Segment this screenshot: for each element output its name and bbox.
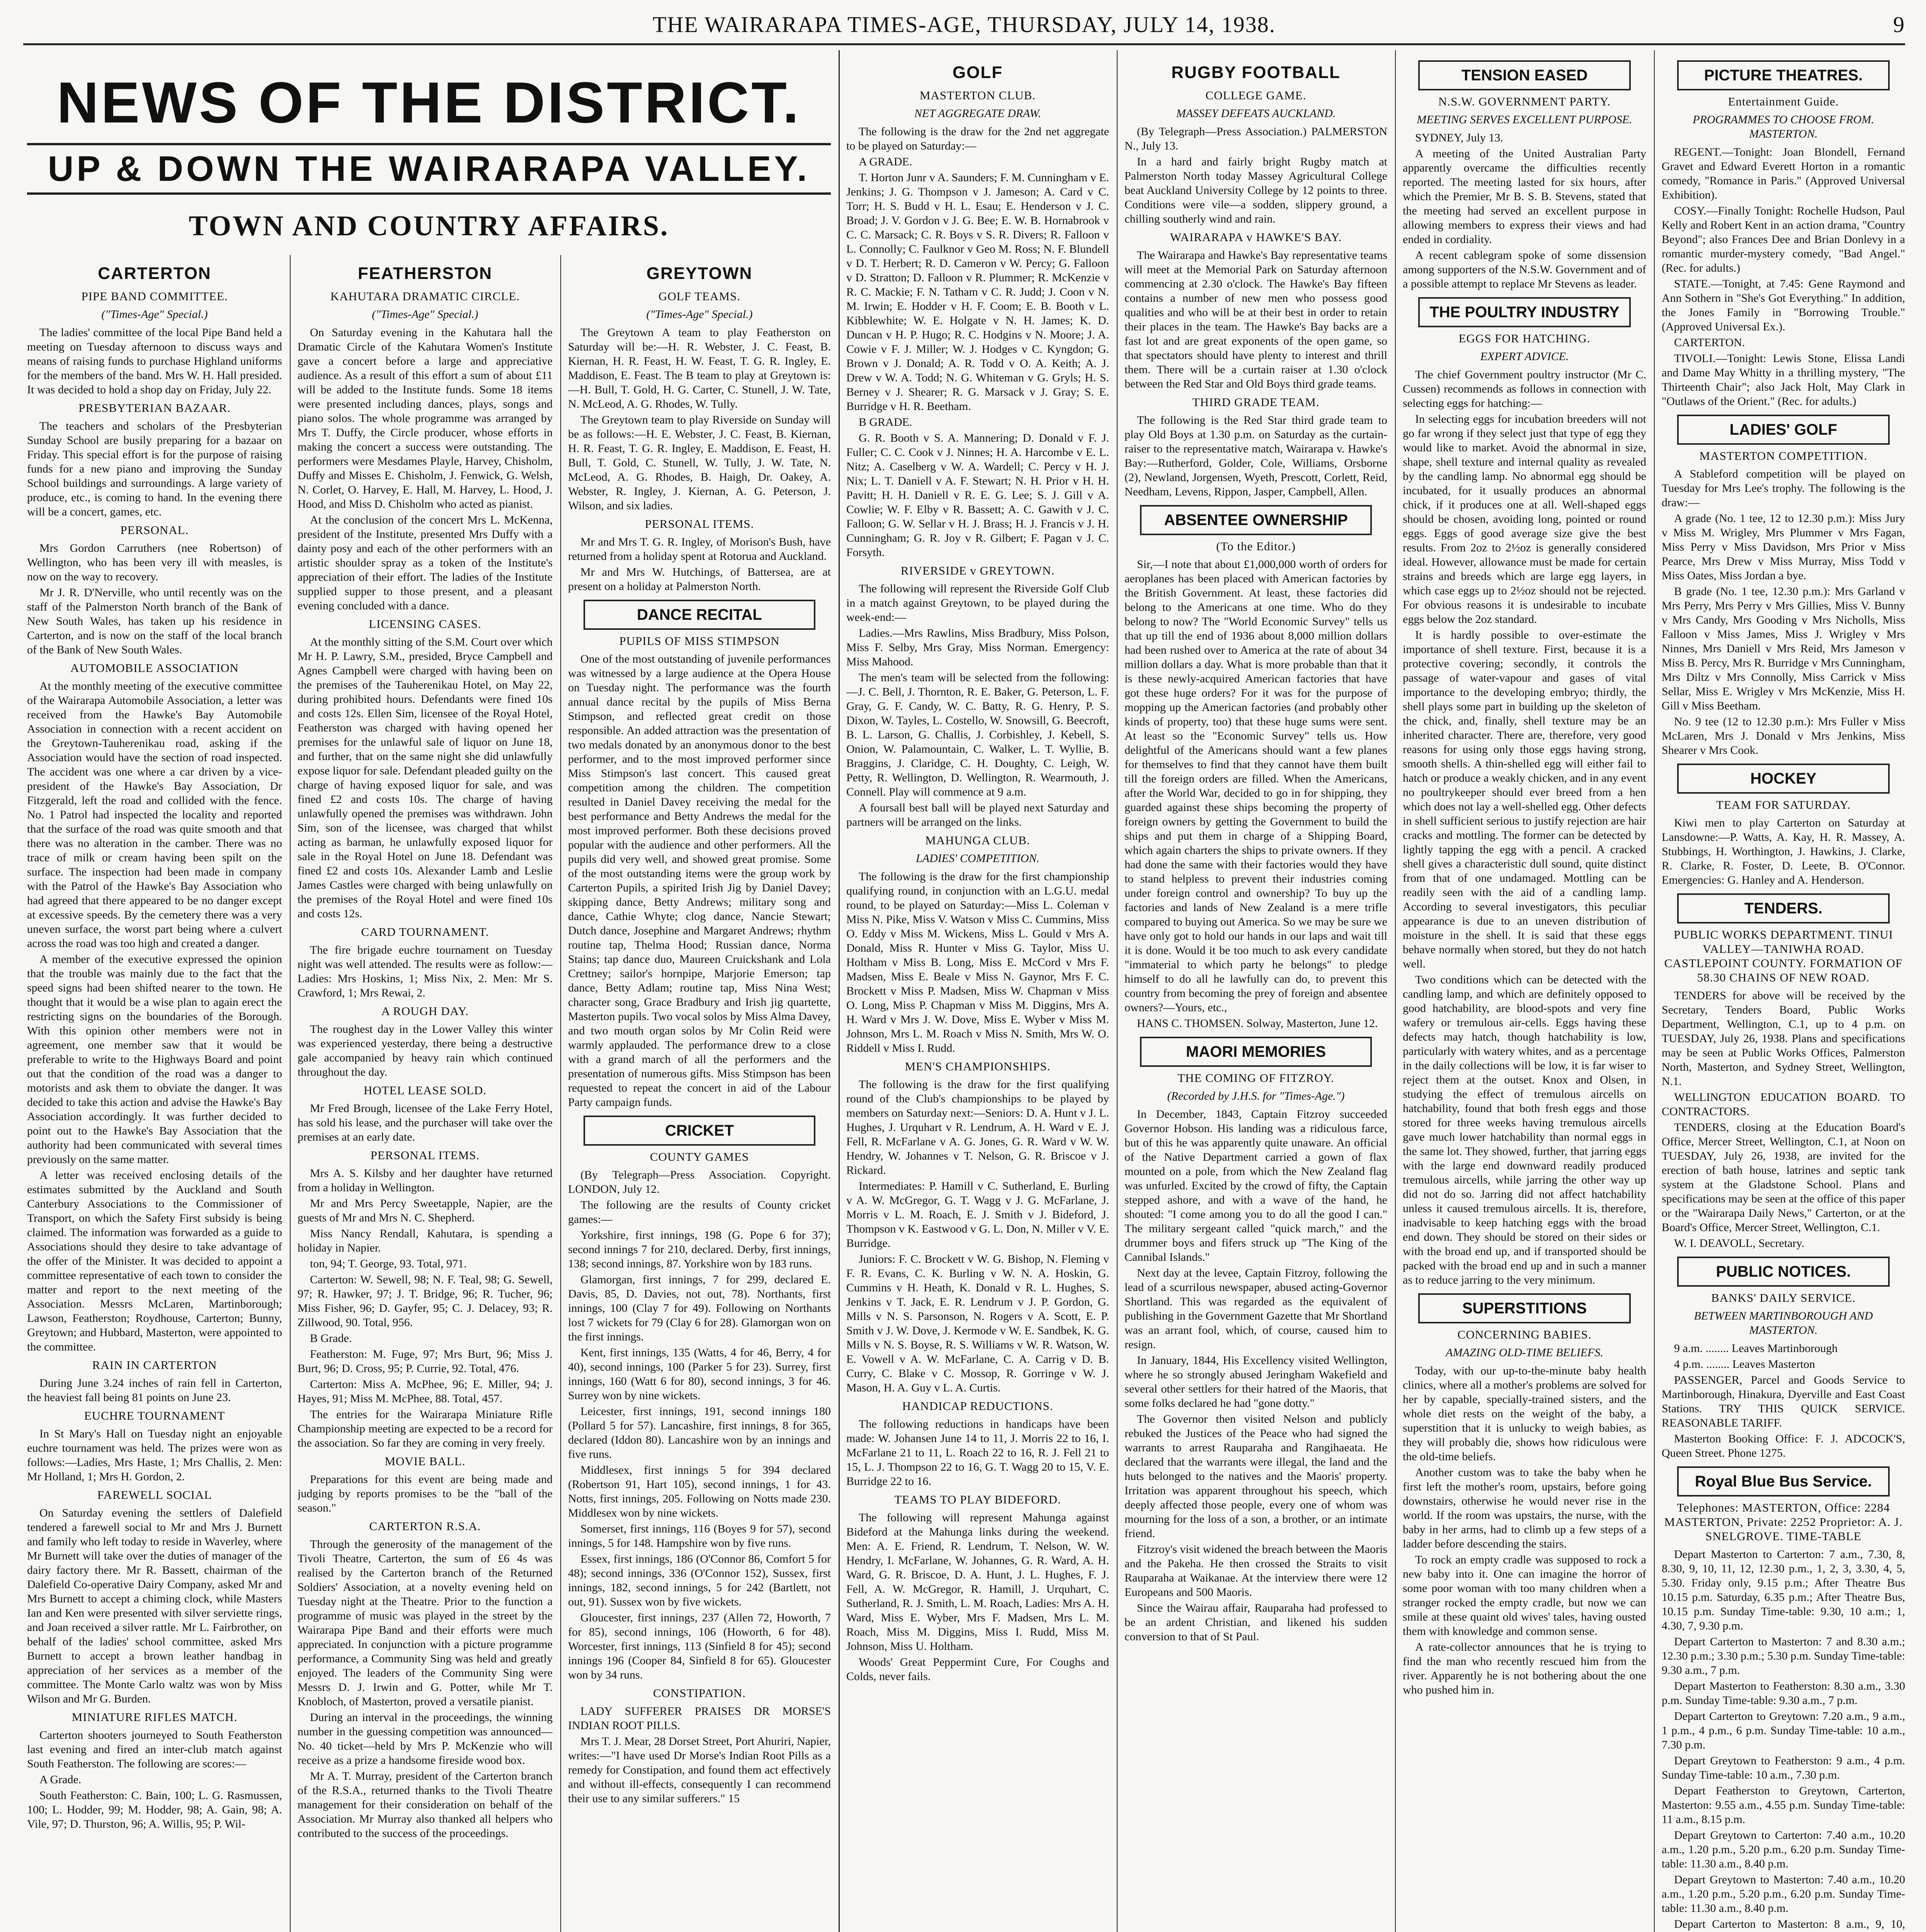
article (1662, 893, 1905, 1250)
article-paragraph: Mr A. T. Murray, president of the Carterton branch of the R.S.A., returned thanks to the Tivoli Theatre management for their consideration on behalf of the Association. Mr Murray also thanked all helpers who contributed to the success of the proceedings. (298, 1770, 553, 1840)
article-subheading: (To the Editor.) (1216, 539, 1296, 553)
article-paragraph: The roughest day in the Lower Valley this winter was experienced yesterday, there being a destructive gale accompanied by heavy rain which continued throughout the day. (298, 1023, 553, 1078)
article-subheading: COLLEGE GAME. (1205, 88, 1307, 102)
article-paragraph: Since the Wairau affair, Rauparaha had professed to be an ardent Christian, and likened his sudden conversion to that of St Paul. (1125, 1602, 1387, 1643)
article-paragraph: HANS C. THOMSEN. Solway, Masterton, June 12. (1137, 1017, 1378, 1030)
page-number: 9 (1893, 12, 1905, 37)
article-paragraph: Depart Carterton to Greytown: 7.20 a.m., 9 a.m., 1 p.m., 4 p.m., 6 p.m. Sunday Time-table: 10 a.m., 7.30 p.m. (1662, 1710, 1905, 1751)
article (298, 262, 553, 613)
article-paragraph: The Wairarapa and Hawke's Bay representative teams will meet at the Memorial Park on Saturday afternoon commencing at 2.30 o'clock. The Hawke's Bay fifteen contains a number of new men who possess good qualities and who will be at their best in order to retain their places in the team. The Hawke's Bay backs are a fast lot and are great exponents of the open game, so that spectators should have plenty to interest and thrill them. There will be a curtain raiser at 1.30 o'clock between the Red Star and Old Boys third grade teams. (1125, 249, 1387, 390)
running-head (23, 12, 1905, 39)
boxed-heading: TENDERS. (1677, 893, 1890, 923)
column-golf (846, 54, 1109, 1932)
article-heading: GREYTOWN (646, 264, 753, 283)
article-paragraph: The men's team will be selected from the following:—J. C. Bell, J. Thornton, R. E. Baker, G. Peterson, L. F. Gray, G. F. Candy, W. C. Batty, R. G. Henry, P. S. Dixon, W. Tayles, L. Costello, W. Snowsill, G. Beecroft, B. L. Larson, G. Challis, J. Corbishley, J. Kebell, S. Onion, W. Palamountain, C. Walker, L. T. Wyllie, B. Braggins, J. Claridge, C. H. Doughty, C. Leigh, W. Petty, R. Wellington, D. Wellington, R. Wearmouth, J. Connell. Play will commence at 9 a.m. (846, 671, 1109, 798)
masthead-title: NEWS OF THE DISTRICT. (57, 70, 801, 135)
article-subheading: WAIRARAPA v HAWKE'S BAY. (1170, 230, 1342, 244)
article-paragraph: Preparations for this event are being made and judging by reports promises to be the "ball of the season." (298, 1473, 553, 1514)
article-subheading: PERSONAL. (120, 523, 189, 537)
article-paragraph: Depart Greytown to Featherston: 9 a.m., 4 p.m. Sunday Time-table: 10 a.m., 7.30 p.m. (1662, 1754, 1905, 1781)
article-paragraph: The teachers and scholars of the Presbyterian Sunday School are busily preparing for a bazaar on Friday. This special effort is for the purpose of raising funds for a new piano and improving the Sunday School buildings and surroundings. A large variety of produce, etc., is coming to hand. In the evening there will be a concert, games, etc. (27, 420, 282, 518)
article-subheading: LICENSING CASES. (369, 617, 482, 631)
masthead (27, 66, 831, 193)
article (298, 1148, 553, 1255)
article-paragraph: Yorkshire, first innings, 198 (G. Pope 6 for 37); second innings 7 for 210, declared. Derby, first innings, 138; second innings, 87. Yorkshire won by 183 runs. (568, 1229, 831, 1270)
article-subheading: EUCHRE TOURNAMENT (84, 1409, 225, 1422)
article-subheading: MASTERTON COMPETITION. (1699, 449, 1868, 463)
article-subheading: MAHUNGA CLUB. (925, 833, 1030, 847)
article-byline: ("Times-Age" Special.) (646, 308, 753, 321)
article-paragraph: No. 9 tee (12 to 12.30 p.m.): Mrs Fuller v Miss McLaren, Mrs J. Donald v Mrs Jenkins, Miss Shearer v Mrs Cook. (1662, 715, 1905, 757)
article-paragraph: Essex, first innings, 186 (O'Connor 86, Comfort 5 for 48); second innings, 336 (O'Connor 152), Sussex, first innings, 182, second innings, 5 for 242 (Bartlett, not out, 91). Sussex won by five wickets. (568, 1553, 831, 1608)
article-paragraph: TENDERS, closing at the Education Board's Office, Mercer Street, Wellington, C.1, at Noon on TUESDAY, July 26, 1938, are invited for the erection of bath house, latrines and septic tank system at the Gladstone School. Plans and specifications may be seen at the office of this paper or the "Wairarapa Daily News," Carterton, or at the Board's Office, Mercer Street, Wellington, C.1. (1662, 1121, 1905, 1234)
article-heading: RUGBY FOOTBALL (1171, 63, 1341, 82)
article-paragraph: Featherston: M. Fuge, 97; Mrs Burt, 96; Miss J. Burt, 96; D. Cross, 95; P. Currie, 92. Total, 476. (298, 1348, 553, 1375)
article-paragraph: During an interval in the proceedings, the winning number in the guessing competition was announced—No. 40 ticket—held by Mrs P. McKenzie who will receive as a prize a handsome fireside wood box. (298, 1711, 553, 1767)
boxed-heading: LADIES' GOLF (1677, 415, 1890, 445)
article (568, 517, 831, 594)
article-paragraph: In December, 1843, Captain Fitzroy succeeded Governor Hobson. His landing was a ridiculous farce, but of this he was apparently quite unaware. An official of the Native Department carried a gown of flax mounted on a pole, from which the New Zealand flag was unfurled. Excited by the crowd of fifty, the Captain stepped ashore, and with a wave of the hand, he shouted: "I come among you to do all the good I can." The military sergeant called "quick march," and the drummer boys and fifers struck up "The King of the Cannibal Islands." (1125, 1108, 1387, 1264)
article-paragraph: Mr and Mrs Percy Sweetapple, Napier, are the guests of Mr and Mrs N. C. Shepherd. (298, 1197, 553, 1224)
article-byline: ("Times-Age" Special.) (101, 308, 208, 321)
article-paragraph: The following is the Red Star third grade team to play Old Boys at 1.30 p.m. on Saturday as the curtain-raiser to the representative match, Wairarapa v. Hawke's Bay:—Rutherford, Golder, Cole, Williams, Orsborne (2), Newland, Jorgensen, Wyeth, Prescott, Corlett, Reid, Needham, Levens, Rippon, Jasper, Campbell, Allen. (1125, 414, 1387, 498)
article-subheading: MEN'S CHAMPIONSHIPS. (905, 1060, 1051, 1073)
article-paragraph: Depart Carterton to Masterton: 8 a.m., 9, 10, (1674, 1918, 1905, 1930)
article (298, 925, 553, 1000)
article-byline: MEETING SERVES EXCELLENT PURPOSE. (1417, 113, 1632, 126)
article-subheading: Entertainment Guide. (1728, 95, 1839, 108)
article-paragraph: Middlesex, first innings 5 for 394 declared (Robertson 91, Hart 105), second innings, 1 for 43. Notts, first innings, 205. Following on Notts made 230. Middlesex won by nine wickets. (568, 1464, 831, 1519)
article (1662, 415, 1905, 757)
article-subheading: N.S.W. GOVERNMENT PARTY. (1438, 95, 1611, 108)
article (27, 1710, 282, 1831)
article-paragraph: Depart Greytown to Carterton: 7.40 a.m., 10.20 a.m., 1.20 p.m., 5.20 p.m., 6.20 p.m. Sunday Time-table: 11.30 a.m., 8.40 p.m. (1662, 1829, 1905, 1870)
article (27, 1358, 282, 1405)
article-paragraph: A Stableford competition will be played on Tuesday for Mrs Lee's trophy. The following is the draw:— (1662, 468, 1905, 509)
article-paragraph: The Greytown A team to play Featherston on Saturday will be:—H. R. Webster, J. C. Feast, B. Kiernan, H. R. Feast, H. W. Feast, T. G. R. Ingley, E. Maddison, E. Feast. The B team to play at Greytown is:—H. Bull, T. Gold, H. G. Carter, C. Stunell, J. W. Tate, N. McLeod, A. G. Rhodes, W. Tully. (568, 326, 831, 410)
article-paragraph: The following reductions in handicaps have been made: W. Johansen June 14 to 11, J. Morris 22 to 16, I. McFarlane 21 to 11, L. Roach 22 to 16, R. J. Fell 21 to 15, L. J. Thompson 22 to 16, G. T. Wagg 20 to 15, V. E. Burridge 22 to 16. (846, 1418, 1109, 1488)
article (1403, 297, 1646, 1287)
article-byline: BETWEEN MARTINBOROUGH AND MASTERTON. (1694, 1310, 1873, 1337)
article-subheading: THE COMING OF FITZROY. (1177, 1071, 1334, 1085)
article-paragraph: One of the most outstanding of juvenile performances was witnessed by a large audience at the Opera House on Tuesday night. The performance was the fourth annual dance recital by the pupils of Miss Berna Stimpson, and reflected great credit on those responsible. An added attraction was the presentation of two medals donated by an anonymous donor to the best performer, and to the most improved performer since Miss Stimpson's last concert. This caused great competition among the children. The competition resulted in Daniel Davey receiving the medal for the best performance and Betty Andrews the medal for the most improved performer. Both these decisions proved popular with the audience and other performers. All the pupils did very well, and showed great promise. Some of the most outstanding items were the group work by Carterton Pupils, a spirited Irish Jig by Daniel Davey; skipping dance, Betty Andrews; military song and dance, Cathie Whyte; clog dance, Nancie Stewart; Dutch dance, Josephine and Margaret Andrews; rhythm routine tap, Thelma Hood; Russian dance, Norma Stains; tap dance duo, Maureen Cruickshank and Lola Crettney; sailor's hornpipe, Marjorie Emerson; tap dance, Betty Adlam; routine tap, Miss Nina West; character song, Grace Bradbury and Irish jig quartette, Masterton pupils. Two vocal solos by Miss Alma Davey, and two mouth organ solos by Mr Colin Reid were warmly applauded. The performance drew to a close with a grand march of all the performers and the presentation of numerous gifts. Miss Stimpson has been requested to repeat the concert in aid of the Labour Party campaign funds. (568, 653, 831, 1109)
article-paragraph: TIVOLI.—Tonight: Lewis Stone, Elissa Landi and Dame May Whitty in a thrilling mystery, "The Thirteenth Chair"; also Jack Holt, May Clark in "Outlaws of the Orient." (Rec. for adults.) (1662, 352, 1905, 408)
article-paragraph: Depart Masterton to Featherston: 8.30 a.m., 3.30 p.m. Sunday Time-table: 9.30 a.m., 7 p.m. (1662, 1680, 1905, 1707)
article-byline: ("Times-Age" Special.) (372, 308, 478, 321)
article-paragraph: Next day at the levee, Captain Fitzroy, following the lead of a scurrilous newspaper, abused acting-Governor Shortland. This was regarded as the equivalent of publishing in the Government Gazette that Mr Shortland was an arrant fool, which, of course, caused him to resign. (1125, 1267, 1387, 1351)
article (1125, 395, 1387, 499)
article-paragraph: Woods' Great Peppermint Cure, For Coughs and Colds, never fails. (846, 1656, 1109, 1683)
article (298, 1083, 553, 1144)
column-rule (1395, 50, 1396, 1932)
article-paragraph: In January, 1844, His Excellency visited Wellington, where he so strongly abused Jeringham Wakefield and several other settlers for their hatred of the Maoris, that some folks declared he had "gone dotty." (1125, 1354, 1387, 1410)
masthead-subtitle: UP & DOWN THE WAIRARAPA VALLEY. (27, 143, 831, 195)
column-rule (290, 255, 291, 1932)
article (568, 262, 831, 513)
boxed-heading: Royal Blue Bus Service. (1677, 1466, 1890, 1497)
boxed-heading: CRICKET (584, 1116, 815, 1146)
article-paragraph: Mrs T. J. Mear, 28 Dorset Street, Port Ahuriri, Napier, writes:—"I have used Dr Morse's Indian Root Pills as a remedy for Constipation, and found them act effectively and without ill-effects, consequently I can recommend their use to any similar sufferers." 15 (568, 1735, 831, 1805)
article-subheading: MASTERTON CLUB. (919, 88, 1036, 102)
article (27, 1408, 282, 1484)
article-paragraph: Ladies.—Mrs Rawlins, Miss Bradbury, Miss Polson, Miss F. Selby, Mrs Gray, Miss Norman. Emergency: Miss Mahood. (846, 627, 1109, 668)
article-subheading: RIVERSIDE v GREYTOWN. (900, 564, 1055, 577)
article-paragraph: To rock an empty cradle was supposed to rock a new baby into it. One can imagine the horror of some poor woman with too many children when a stranger rocked the empty cradle, but now we can smile at these quaint old wives' tales, having ousted them with knowledge and common sense. (1403, 1553, 1646, 1638)
article-subheading: TEAMS TO PLAY BIDEFORD. (894, 1493, 1061, 1506)
article (846, 61, 1109, 560)
article (846, 1492, 1109, 1684)
article-subheading: BANKS' DAILY SERVICE. (1711, 1291, 1856, 1304)
article-paragraph: A member of the executive expressed the opinion that the trouble was mainly due to the fact that the speed signs had been shifted nearer to the town. He thought that it would be a wise plan to again erect the restricting signs on the boundaries of the Borough. With this opinion other members were not in agreement, one member saw that it would be preferable to write to the Highways Board and point out that the condition of the road was a danger to motorists and ask them to obviate the danger. It was decided to take this action and advise the Hawke's Bay Association accordingly. It was further decided to point out to the Hawke's Bay Association that the authority had been communicated with several times previously on the same matter. (27, 953, 282, 1166)
boxed-heading: SUPERSTITIONS (1418, 1293, 1631, 1323)
article-paragraph: South Featherston: C. Bain, 100; L. G. Rasmussen, 100; L. Hodder, 99; M. Hodder, 98; A. Gain, 98; A. Vile, 97; D. Thurston, 96; A. Willis, 95; P. Wil- (27, 1789, 282, 1830)
article (1125, 505, 1387, 1031)
column-rugby (1125, 54, 1387, 1932)
column-carterton (27, 255, 282, 1932)
article (27, 1488, 282, 1706)
article-subheading: MOVIE BALL. (385, 1454, 466, 1468)
article-subheading: RAIN IN CARTERTON (92, 1358, 217, 1372)
article-paragraph: A GRADE. (859, 155, 912, 168)
article-subheading: PRESBYTERIAN BAZAAR. (78, 401, 231, 415)
article-paragraph: PASSENGER, Parcel and Goods Service to Martinborough, Hinakura, Dyerville and East Coast Stations. TRY THIS QUICK SERVICE. REASONABLE TARIFF. (1662, 1374, 1905, 1429)
article-paragraph: G. R. Booth v S. A. Mannering; D. Donald v F. J. Fuller; C. C. Cook v J. Ninnes; H. A. Harcombe v E. L. Nitz; A. Caselberg v W. A. Wardell; C. Percy v H. J. Nix; L. T. Daniell v A. F. Stewart; N. H. Prior v H. H. Pavitt; H. H. Daniell v R. E. G. Lee; S. J. Gill v A. Cowlie; W. F. Elby v R. Bassett; A. C. Gawith v J. C. Falloon; G. W. Sellar v H. J. Brass; H. J. Francis v J. H. Cunningham; G. R. Joy v R. Gilbert; F. Pagan v J. C. Forsyth. (846, 432, 1109, 559)
article-paragraph: COSY.—Finally Tonight: Rochelle Hudson, Paul Kelly and Robert Kent in an action drama, "Country Beyond"; also Frances Dee and Brian Donlevy in a romantic murder-mystery comedy, "Bad Angel." (Rec. for adults.) (1662, 204, 1905, 274)
boxed-heading: MAORI MEMORIES (1140, 1037, 1372, 1067)
article-paragraph: Kiwi men to play Carterton on Saturday at Lansdowne:—P. Watts, A. Kay, H. R. Massey, A. Stubbings, H. Worthington, J. Hawkins, J. Clarke, R. Clarke, R. Foster, D. Leete, B. O'Connor. Emergencies: G. Hanley and A. Henderson. (1662, 816, 1905, 886)
article (1125, 61, 1387, 226)
article-paragraph: SYDNEY, July 13. (1415, 131, 1503, 144)
article-paragraph: In selecting eggs for incubation breeders will not go far wrong if they select just that type of egg they would like to market. Avoid the abnormal in size, shape, shell texture and internal quality as revealed by the candling lamp. No abnormal egg should be incubated, for it usually produces an abnormal chick, if it produces one at all. Well-shaped eggs should be chosen, avoiding long, pointed or round eggs. Eggs of good average size give the best results. From 2oz to 2½oz is generally considered ideal. However, allowance must be made for certain strains and breeds which are large egg layers, in which case eggs up to 2½oz should not be rejected. For obvious reasons it is undesirable to incubate eggs below the 2oz standard. (1403, 413, 1646, 626)
article-paragraph: Through the generosity of the management of the Tivoli Theatre, Carterton, the sum of £6 4s was realised by the Carterton branch of the Returned Soldiers' Association, at a novelty evening held on Tuesday night at the Theatre. Prior to the function a programme of music was played in the street by the Wairarapa Pipe Band and their efforts were much appreciated. In conjunction with a picture programme performance, a Community Sing was held and greatly enjoyed. The leaders of the Community Sing were Messrs D. J. Irwin and G. Potter, while Mr T. Knobloch, of Masterton, proved a versatile pianist. (298, 1538, 553, 1708)
article-subheading: HOTEL LEASE SOLD. (363, 1083, 487, 1097)
article-paragraph: In a hard and fairly bright Rugby match at Palmerston North today Massey Agricultural College beat Auckland University College by 12 points to three. Conditions were vile—a sodden, slippery ground, a chilling southerly wind and rain. (1125, 155, 1387, 225)
article-paragraph: Glamorgan, first innings, 7 for 299, declared E. Davis, 85, D. Davies, not out, 78). Northants, first innings, 100 (Clay 7 for 49). Following on Northants lost 7 wickets for 79 (Clay 6 for 28). Glamorgan won on the first innings. (568, 1273, 831, 1343)
article-paragraph: T. Horton Junr v A. Saunders; F. M. Cunningham v E. Jenkins; J. G. Thompson v J. Jameson; A. Card v C. Torr; H. S. Budd v H. L. Esau; E. Henderson v J. C. Broad; J. V. Gordon v J. G. Bee; E. W. B. Hornabrook v C. C. Marsack; C. R. Boys v S. R. Divers; R. Falloon v L. Connolly; C. Faulknor v Geo M. Ross; N. F. Blundell v D. T. Herbert; R. D. Cameron v W. Percy; G. Falloon v D. Stratton; D. Falloon v R. Plummer; R. McKenzie v R. C. Mackie; F. N. Tatham v C. R. Judd; J. Coon v N. M. Irwin; E. Hodder v H. F. Coom; E. B. Booth v L. Kibblewhite; W. E. Holgate v N. H. James; K. D. Duncan v H. P. Hugo; R. C. Hodgins v N. Moore; J. A. Cowie v F. J. Miller; W. J. Hodges v C. Kyngdon; G. Brown v J. Donald; A. R. Todd v O. A. Keith; A. J. Drew v W. A. Todd; N. G. Whiteman v G. Gryls; H. S. Berney v J. Shearer; R. G. Marsack v J. Gray; S. E. Burridge v H. R. Beetham. (846, 171, 1109, 413)
column-notices (1662, 54, 1905, 1932)
article-paragraph: The following are the results of County cricket games:— (568, 1199, 831, 1226)
article (27, 661, 282, 1354)
article (298, 1004, 553, 1079)
article (27, 401, 282, 519)
article (298, 1519, 553, 1840)
article-paragraph: A rate-collector announces that he is trying to find the man who recently rescued him from the river. Apparently he is not bothering about the one who pushed him in. (1403, 1641, 1646, 1696)
article-paragraph: Masterton Booking Office: F. J. ADCOCK'S, Queen Street. Phone 1275. (1662, 1432, 1905, 1459)
article (1662, 60, 1905, 408)
article-paragraph: A grade (No. 1 tee, 12 to 12.30 p.m.): Miss Jury v Miss M. Wrigley, Mrs Plummer v Mrs Fagan, Miss Perry v Miss Davidson, Mrs Prior v Miss Pearce, Mrs Drew v Miss Murray, Miss Todd v Miss Oates, Miss Jordan a bye. (1662, 512, 1905, 582)
article-paragraph: At the monthly meeting of the executive committee of the Wairarapa Automobile Association, a letter was received from the Hawke's Bay Automobile Association in connection with a recent accident on the Greytown-Tauherenikau road, asking if the Association would have the section of road inspected. The accident was one where a car driven by a vice-president of the Hawke's Bay Association, Dr Fitzgerald, left the road and collided with the fence. No. 1 Patrol had inspected the locality and reported that the surface of the road was quite smooth and that there was no alteration in the camber. There was no trace of milk or cream having been spilt on the surface. The inspection had been made in company with the Patrol of the Hawke's Bay Association who had agreed that there appeared to be no danger except at excessive speeds. By the cemetery there was a very uneven surface, the worst part being where a culvert across the road was too high and created a danger. (27, 680, 282, 950)
article-paragraph: At the conclusion of the concert Mrs L. McKenna, president of the Institute, presented Mrs Duffy with a dainty posy and each of the other performers with an artistic shoulder spray as a token of the Institute's appreciation of their effort. The ladies of the Institute supplied supper to those present, and a pleasant evening concluded with a dance. (298, 514, 553, 612)
article-paragraph: Miss Nancy Rendall, Kahutara, is spending a holiday in Napier. (298, 1227, 553, 1254)
article-subheading: CARTERTON R.S.A. (369, 1519, 481, 1533)
article-byline: (Recorded by J.H.S. for "Times-Age.") (1167, 1090, 1345, 1102)
article-paragraph: Intermediates: P. Hamill v C. Sutherland, E. Burling v A. W. McGregor, G. T. Wagg v J. G. McFarlane, J. Morris v L. M. Roach, E. J. Smith v J. Bideford, J. Thompson v K. Eastwood v G. L. Don, N. Miller v V. E. Burridge. (846, 1180, 1109, 1250)
column-rule (1117, 50, 1118, 1932)
boxed-heading: HOCKEY (1677, 764, 1890, 794)
article-paragraph: Juniors: F. C. Brockett v W. G. Bishop, N. Fleming v F. R. Evans, C. K. Burling v W. N. A. Hoskin, G. Cummins v H. Heath, K. Donald v R. L. Hughes, S. Jenkins v T. Jack, E. R. Lendrum v J. P. Gordon, G. Mills v N. S. Parsonson, N. Rogers v A. Scott, E. P. Smith v J. W. Dove, J. Kermode v W. E. Sandbek, K. G. Mills v N. S. Boyse, R. S. Williams v W. R. Watson, W. E. Vowell v A. W. McFarlane, C. A. Carrig v D. B. Curry, C. Blake v C. Mossop, R. Gorringe v W. J. Mason, H. A. Guy v L. A. Curtis. (846, 1253, 1109, 1394)
article-byline: PROGRAMMES TO CHOOSE FROM. MASTERTON. (1693, 113, 1874, 140)
article-paragraph: Kent, first innings, 135 (Watts, 4 for 46, Berry, 4 for 40), second innings, 100 (Parker 5 for 23). Surrey, first innings, 160 (Watt 6 for 80), second innings, 3 for 46. Surrey won by nine wickets. (568, 1346, 831, 1402)
article-subheading: KAHUTARA DRAMATIC CIRCLE. (330, 289, 520, 303)
article-paragraph: Leicester, first innings, 191, second innings 180 (Pollard 5 for 57). Lancashire, first innings, 8 for 365, declared (Iddon 80). Lancashire won by an innings and five runs. (568, 1405, 831, 1461)
article-paragraph: Mrs Gordon Carruthers (nee Robertson) of Wellington, who has been very ill with measles, is now on the way to recovery. (27, 542, 282, 583)
article-paragraph: (By Telegraph—Press Association. Copyright. LONDON, July 12. (568, 1168, 831, 1196)
article (1403, 60, 1646, 291)
article-paragraph: LADY SUFFERER PRAISES DR MORSE'S INDIAN ROOT PILLS. (568, 1705, 831, 1732)
article-subheading: Telephones: MASTERTON, Office: 2284 MASTERTON, Private: 2252 Proprietor: A. J. SNELGROVE. TIME-TABLE (1664, 1501, 1903, 1543)
article-paragraph: The ladies' committee of the local Pipe Band held a meeting on Tuesday afternoon to discuss ways and means of raising funds to purchase Highland uniforms for the members of the band. Mrs W. H. Hall presided. It was decided to hold a shop day on Friday, July 22. (27, 326, 282, 396)
article-paragraph: Depart Greytown to Masterton: 7.40 a.m., 10.20 a.m., 1.20 p.m., 5.20 p.m., 6.20 p.m. Sunday Time-table: 11.30 a.m., 8.40 p.m. (1662, 1873, 1905, 1915)
article-subheading: GOLF TEAMS. (658, 289, 740, 303)
article-paragraph: WELLINGTON EDUCATION BOARD. TO CONTRACTORS. (1662, 1091, 1905, 1118)
article (568, 600, 831, 1109)
article-byline: MASSEY DEFEATS AUCKLAND. (1176, 107, 1336, 120)
column-featherston (298, 255, 553, 1932)
article-heading: GOLF (952, 63, 1003, 82)
boxed-heading: PICTURE THEATRES. (1677, 60, 1890, 90)
article-paragraph: B Grade. (310, 1332, 352, 1345)
article-paragraph: Carterton: W. Sewell, 98; N. F. Teal, 98; G. Sewell, 97; R. Hawker, 97; J. T. Bridge, 96; R. Tucher, 96; Miss Fisher, 96; D. Gayfer, 95; C. J. Delacey, 93; R. Zillwood, 90. Total, 956. (298, 1273, 553, 1329)
article (27, 262, 282, 397)
article-subheading: PERSONAL ITEMS. (370, 1148, 480, 1162)
boxed-heading: THE POULTRY INDUSTRY (1418, 297, 1631, 327)
article-paragraph: B grade (No. 1 tee, 12.30 p.m.): Mrs Garland v Mrs Perry, Mrs Perry v Mrs Gillies, Miss V. Bunny v Mrs Candy, Mrs Gooding v Mrs Nicholls, Miss Falloon v Miss James, Miss J. Wrigley v Mrs Ninnes, Mrs Daniell v Mrs Reid, Mrs Jameson v Miss B. Percy, Mrs R. Burridge v Mrs Cunningham, Mrs Diltz v Mrs Connolly, Miss Carrick v Miss Sellar, Miss E. Wrigley v Mrs McKenzie, Miss H. Gill v Miss Beetham. (1662, 585, 1905, 712)
boxed-heading: TENSION EASED (1418, 60, 1631, 90)
article-paragraph: The Greytown team to play Riverside on Sunday will be as follows:—H. E. Webster, J. C. Feast, B. Kiernan, H. R. Feast, T. G. R. Ingley, E. Maddison, E. Feast, H. Bull, T. Gold, C. Stunell, W. Tully, J. W. Tate, N. McLeod, A. G. Rhodes, B. Haigh, Dr. Oakey, A. Webster, R. Ingley, J. Kiernan, A. G. Peterson, J. Wilson, and six ladies. (568, 413, 831, 512)
article-paragraph: Carterton: Miss A. McPhee, 96; E. Miller, 94; J. Hayes, 91; Miss M. McPhee, 88. Total, 457. (298, 1378, 553, 1405)
article-paragraph: Mr Fred Brough, licensee of the Lake Ferry Hotel, has sold his lease, and the purchaser will take over the premises at an early date. (298, 1102, 553, 1143)
article-subheading: AUTOMOBILE ASSOCIATION (70, 661, 239, 675)
article-paragraph: ton, 94; T. George, 93. Total, 971. (310, 1257, 467, 1270)
article-paragraph: Gloucester, first innings, 237 (Allen 72, Howorth, 7 for 85), second innings, 106 (Howorth, 6 for 48). Worcester, first innings, 113 (Sinfield 8 for 45); second innings 196 (Cooper 84, Sinfield 8 for 65). Gloucester won by 34 runs. (568, 1611, 831, 1681)
article-paragraph: Depart Featherston to Greytown, Carterton, Masterton: 9.55 a.m., 4.55 p.m. Sunday Time-table: 11 a.m., 8.15 p.m. (1662, 1784, 1905, 1826)
article-subheading: TEAM FOR SATURDAY. (1716, 798, 1851, 811)
article-byline: LADIES' COMPETITION. (916, 852, 1040, 865)
article-paragraph: A Grade. (39, 1773, 82, 1786)
article-paragraph: W. I. DEAVOLL, Secretary. (1674, 1237, 1805, 1250)
boxed-heading: PUBLIC NOTICES. (1677, 1257, 1890, 1287)
article-paragraph: At the monthly sitting of the S.M. Court over which Mr H. P. Lawry, S.M., presided, Bryce Campbell and Agnes Campbell were charged with having been on the premises of the Tauherenikau Hotel, on May 22, during prohibited hours. Defendants were fined 10s and costs 12s. Ellen Sim, licensee of the Royal Hotel, Featherston was charged with having opened her premises for the unlawful sale of liquor on June 18, and further, that on the same night she did unlawfully expose liquor for sale. Defendant pleaded guilty on the charge of having exposed liquor for sale, and was fined £2 and costs 10s. The charge of having unlawfully opened the premises was withdrawn. John Sim, son of the licensee, was charged that whilst acting as barman, he unlawfully exposed liquor for sale in the Royal Hotel on June 18. Defendant was fined £2 and costs 10s. Alexander Lamb and Leslie James Castles were charged with being unlawfully on the premises of the Royal Hotel and were fined 10s and costs 12s. (298, 636, 553, 920)
column-rule (839, 50, 840, 1932)
column-news (1403, 54, 1646, 1932)
article-paragraph: In St Mary's Hall on Tuesday night an enjoyable euchre tournament was held. The prizes were won as follows:—Ladies, Mrs Haste, 1; Mrs Challis, 2. Men: Mr Holland, 1; Mrs H. Gordon, 2. (27, 1427, 282, 1483)
article-paragraph: REGENT.—Tonight: Joan Blondell, Fernand Gravet and Edward Everett Horton in a romantic comedy, "Romance in Paris." (Approved Universal Exhibition). (1662, 146, 1905, 201)
article-byline: AMAZING OLD-TIME BELIEFS. (1446, 1346, 1603, 1359)
article-subheading: THIRD GRADE TEAM. (1192, 395, 1320, 409)
article-paragraph: During June 3.24 inches of rain fell in Carterton, the heaviest fall being 81 points on June 23. (27, 1377, 282, 1404)
article (846, 833, 1109, 1055)
article-paragraph: The following is the draw for the 2nd net aggregate to be played on Saturday:— (846, 125, 1109, 152)
article-subheading: MINIATURE RIFLES MATCH. (71, 1710, 238, 1724)
article-subheading: COUNTY GAMES (650, 1150, 749, 1163)
article-paragraph: Fitzroy's visit widened the breach between the Maoris and the Pakeha. He then crossed the Straits to visit Rauparaha at Waikanae. At the interview there were 12 Europeans and 500 Maoris. (1125, 1543, 1387, 1599)
article-paragraph: A foursall best ball will be played next Saturday and partners will be arranged on the links. (846, 801, 1109, 828)
article (27, 523, 282, 657)
running-title: THE WAIRARAPA TIMES-AGE, THURSDAY, JULY 14, 1938. (652, 12, 1276, 37)
article-subheading: A ROUGH DAY. (381, 1004, 469, 1018)
column-greytown (568, 255, 831, 1932)
article-byline: NET AGGREGATE DRAW. (914, 107, 1041, 120)
article-paragraph: Mr J. R. D'Nerville, who until recently was on the staff of the Palmerston North branch of the Bank of New South Wales, has taken up his residence in Carterton, and is now on the staff of the local branch of the Bank of New South Wales. (27, 586, 282, 656)
article-paragraph: CARTERTON. (1674, 336, 1745, 349)
article-paragraph: 9 a.m. ........ Leaves Martinborough (1674, 1342, 1838, 1355)
column-rule (560, 255, 561, 1932)
article-paragraph: Mrs A. S. Kilsby and her daughter have returned from a holiday in Wellington. (298, 1167, 553, 1194)
article-paragraph: On Saturday evening in the Kahutara hall the Dramatic Circle of the Kahutara Women's Institute gave a concert before a large and appreciative audience. As a result of this effort a sum of about £11 will be added to the Institute funds. Some 18 items were presented including dances, plays, songs and piano solos. The whole programme was arranged by Mrs T. Duffy, the Circle producer, whose efforts in making the concert a success were outstanding. The performers were Mesdames Playle, Harvey, Chisholm, Duffy and Misses E. Chisholm, J. Fenwick, G. Welsh, N. Corlet, O. Harvey, E. Hall, M. Harvey, L. Hood, J. Hood, and Miss D. Chisholm who acted as pianist. (298, 326, 553, 510)
section-banner: TOWN AND COUNTRY AFFAIRS. (189, 210, 669, 242)
article (1662, 1466, 1905, 1932)
article-subheading: PERSONAL ITEMS. (645, 517, 754, 531)
article (298, 617, 553, 921)
article-heading: CARTERTON (98, 264, 211, 283)
article-paragraph: Somerset, first innings, 116 (Boyes 9 for 57), second innings, 5 for 148. Hampshire won by five runs. (568, 1522, 831, 1549)
article-paragraph: Mr and Mrs T. G. R. Ingley, of Morison's Bush, have returned from a holiday spent at Rotorua and Auckland. (568, 536, 831, 563)
article-byline: EXPERT ADVICE. (1480, 350, 1569, 363)
boxed-heading: ABSENTEE OWNERSHIP (1140, 505, 1372, 535)
article-paragraph: The following is the draw for the first qualifying round of the Club's championships to be played by members on Saturday next:—Seniors: D. A. Hunt v J. L. Hughes, J. Urquhart v R. Lendrum, A. H. Ward v E. J. Fell, R. McFarlane v A. G. Jones, G. R. Ward v W. W. Hendry, W. Johannes v T. Nelson, G. R. Briscoe v J. Rickard. (846, 1078, 1109, 1177)
article-subheading: EGGS FOR HATCHING. (1458, 332, 1591, 345)
article (846, 1399, 1109, 1488)
article (846, 563, 1109, 829)
article-subheading: CARD TOURNAMENT. (361, 925, 489, 939)
article-paragraph: Carterton shooters journeyed to South Featherston last evening and fired an inter-club match against South Featherston. The following are scores:— (27, 1729, 282, 1770)
article (846, 1059, 1109, 1395)
article-paragraph: Another custom was to take the baby when he first left the mother's room, upstairs, before going downstairs, otherwise he would never rise in the world. If the room was upstairs, the nurse, with the baby in her arms, had to climb up a few steps of a ladder before descending the stairs. (1403, 1466, 1646, 1550)
article-subheading: CONSTIPATION. (653, 1686, 746, 1700)
article (298, 1454, 553, 1515)
article-subheading: PUPILS OF MISS STIMPSON (619, 634, 780, 648)
article-paragraph: The following will represent the Riverside Golf Club in a match against Greytown, to be played during the week-end:— (846, 582, 1109, 624)
article-paragraph: The chief Government poultry instructor (Mr C. Cussen) recommends as follows in connection with selecting eggs for hatching:— (1403, 368, 1646, 410)
head-rule (23, 43, 1905, 45)
article-paragraph: STATE.—Tonight, at 7.45: Gene Raymond and Ann Sothern in "She's Got Everything." In addition, the Jones Family in "Borrowing Trouble." (Approved Universal Ex.). (1662, 277, 1905, 333)
article (1125, 1037, 1387, 1644)
article-paragraph: Depart Masterton to Carterton: 7 a.m., 7.30, 8, 8.30, 9, 10, 11, 12, 12.30 p.m., 1, 2, 3, 3.30, 4, 5, 5.30. Friday only, 9.15 p.m.; After Theatre Bus 10.15 p.m. Saturday, 6.35 p.m.; After Theatre Bus, 10.15 p.m. Sunday Time-table: 9.30, 10 a.m.; 1, 4.30, 7, 9.30 p.m. (1662, 1548, 1905, 1632)
article-paragraph: B GRADE. (859, 416, 912, 429)
article-paragraph: A recent cablegram spoke of some dissension among supporters of the N.S.W. Government and of a possible attempt to replace Mr Stevens as leader. (1403, 249, 1646, 290)
article-paragraph: Mr and Mrs W. Hutchings, of Battersea, are at present on a holiday at Palmerston North. (568, 566, 831, 593)
article-paragraph: The following is the draw for the first championship qualifying round, in conjunction with an L.G.U. medal round, to be played on Saturday:—Miss L. Coleman v Miss N. Pike, Miss V. Watson v Miss C. Cummins, Miss O. Eddy v Miss M. Wickens, Miss L. Gould v Mrs A. Donald, Miss R. Hunter v Miss G. Taylor, Miss U. Holtham v Miss B. Long, Miss E. McCord v Mrs F. Madsen, Miss E. Beale v Miss N. Gaynor, Mrs F. C. Brockett v Miss P. Madsen, Miss W. Chapman v Miss O. Long, Miss P. Chapman v Miss M. Diggins, Mrs A. H. Ward v Mrs J. W. Dove, Miss E. Wyber v Miss M. Johnson, Mrs L. M. Roach v Miss N. Smith, Mrs W. O. Riddell v Miss I. Rudd. (846, 870, 1109, 1054)
article (1662, 1257, 1905, 1460)
article-paragraph: Depart Carterton to Masterton: 7 and 8.30 a.m.; 12.30 p.m.; 3.30 p.m.; 5.30 p.m. Sunday Time-table: 9.30 a.m., 7 p.m. (1662, 1635, 1905, 1677)
article-paragraph: The entries for the Wairarapa Miniature Rifle Championship meeting are expected to be a record for the association. So far they are coming in very freely. (298, 1408, 553, 1449)
article-paragraph: TENDERS for above will be received by the Secretary, Tenders Board, Public Works Department, Wellington, C.1, up to 4 p.m. on TUESDAY, July 26, 1938. Plans and specifications may be seen at Public Works Offices, Palmerston North, Masterton, and Sydney Street, Wellington, N.1. (1662, 989, 1905, 1088)
article-paragraph: Today, with our up-to-the-minute baby health clinics, where all a mother's problems are solved for her by capable, specially-trained sisters, and the whole diet rests on the weight of the baby, a superstition that it is unlucky to weigh babies, as they will probably die, shows how ridiculous were the old-time beliefs. (1403, 1364, 1646, 1463)
article (568, 1686, 831, 1806)
article-paragraph: The Governor then visited Nelson and publicly rebuked the Justices of the Peace who had signed the warrants to arrest Rauparaha and Rangihaeata. He declared that the warrants were illegal, the land and the huts belonged to the natives and the Maoris' property. Irritation was apparent throughout his speech, which deeply affected those people, every one of whom was mourning for the loss of a son, a brother, or an intimate friend. (1125, 1413, 1387, 1540)
article (1403, 1293, 1646, 1697)
article-subheading: CONCERNING BABIES. (1457, 1328, 1592, 1341)
article (298, 1257, 553, 1450)
article-paragraph: (By Telegraph—Press Association.) PALMERSTON N., July 13. (1125, 125, 1387, 152)
boxed-heading: DANCE RECITAL (584, 600, 815, 630)
article (568, 1116, 831, 1682)
article-paragraph: A meeting of the United Australian Party apparently overcame the difficulties recently reported. The meeting lasted for six hours, after which the Premier, Mr B. S. B. Stevens, stated that the meeting had served an excellent purpose in allowing members to express their views and had ended in cordiality. (1403, 147, 1646, 246)
article (1125, 230, 1387, 391)
article-paragraph: The following will represent Mahunga against Bideford at the Mahunga links during the weekend. Men: A. E. Friend, R. Lendrum, T. Nelson, W. W. Hendry, I. McFarlane, W. Johannes, G. R. Ward, A. H. Ward, G. R. Briscoe, D. A. Hunt, J. L. Hughes, F. J. Fell, A. W. McGregor, R. Hamill, J. Urquhart, C. Sutherland, R. J. Smith, L. M. Roach, Ladies: Mrs A. H. Ward, Miss E. Wyber, Mrs F. Madsen, Mrs L. M. Roach, Miss M. Diggins, Miss I. Rudd, Miss M. Johnson, Miss U. Holtham. (846, 1511, 1109, 1653)
article-subheading: PUBLIC WORKS DEPARTMENT. TINUI VALLEY—TANIWHA ROAD. CASTLEPOINT COUNTY. FORMATION OF 58.30 CHAINS OF NEW ROAD. (1664, 928, 1903, 984)
article-paragraph: Sir,—I note that about £1,000,000 worth of orders for aeroplanes has been placed with American factories by the British Government. At least, these factories did belong to the Americans at one time. Who do they belong to now? The "World Economic Survey" tells us that up till the end of 1936 about 8,000 million dollars had been rushed over to America at the rate of about 34 million dollars a day. What is more probable than that it is these newly-acquired American factories that have got these huge orders? For it was for the purpose of mopping up the American factories (and probably other kinds of property, too) that these huge sums were sent. At least so the "Economic Survey" tells us. How delightful of the Americans should want a few planes for themselves to find that they cannot have them built till the foreign orders are filled. When the Americans, after the World War, decided to go in for shipping, they guarded against these ships becoming the property of foreign owners by getting the Government to build the ships and put them in charge of a Shipping Board, which again charters the ships to private owners. If they had done the same with their factories would they have to stand helpless to prevent their industries coming under foreign control and ownership? To buy up the factories and lands of New Zealand is a mere trifle compared to buying out America. So we may be sure we have only got to hold our hands in our laps and wait till it is done. Would it be too much to ask every candidate "immaterial to which party he belongs" to pledge himself to do all he lawfully can do, to prevent this country from becoming the prey of foreign and absentee owners?—Yours, etc., (1125, 558, 1387, 1014)
article (1662, 764, 1905, 887)
article-paragraph: Two conditions which can be detected with the candling lamp, and which are definitely opposed to good hatchability, are blood-spots and very fine wafery or tremulous air-cells. Eggs having these defects may hatch, though hatchability is low, particularly with watery whites, and as a percentage in the daily collections will be low, it is far wiser to reject them at the outset. Knox and Olsen, in studying the effect of tremulous aircells on hatchability, found that both fresh eggs and those stored for three weeks having tremulous aircells gave much lower hatchability than normal eggs in the same lot. They showed, further, that jarring eggs with the large end downward readily produced tremulous aircells, while jarring the other way up did not do so. Jarring did not affect hatchability unless it caused tremulous aircells. It is, therefore, inadvisable to keep hatching eggs with the broad end down. They should be stored on their sides or with the broad end up, and if transported should be packed with the broad end up and in such a manner as to reduce jarring to the very minimum. (1403, 973, 1646, 1286)
article-subheading: PIPE BAND COMMITTEE. (81, 289, 228, 303)
article-subheading: FAREWELL SOCIAL (97, 1488, 212, 1502)
article-paragraph: The fire brigade euchre tournament on Tuesday night was well attended. The results were as follow:—Ladies: Mrs Hoskins, 1; Miss Nix, 2. Men: Mr S. Crawford, 1; Mrs Rewai, 2. (298, 944, 553, 999)
article-subheading: HANDICAP REDUCTIONS. (902, 1399, 1053, 1413)
article-paragraph: 4 p.m. ........ Leaves Masterton (1674, 1358, 1815, 1371)
article-paragraph: On Saturday evening the settlers of Dalefield tendered a farewell social to Mr and Mrs J. Burnett and family who left today to reside in Waverley, where Mr Burnett will take over the duties of manager of the dairy factory there. Mr R. Bassett, chairman of the Dalefield Co-operative Dairy Company, asked Mr and Mrs Burnett to accept a chiming clock, while Masters Ian and Ken were presented with silver serviette rings, and Joan received a silver rattle. Mr L. Fairbrother, on behalf of the ladies' school committee, asked Mrs Burnett to accept a brown leather handbag in appreciation of her services as a member of the committee. The Monte Carlo waltz was won by Miss Wilson and Mr G. Burden. (27, 1507, 282, 1705)
article-heading: FEATHERSTON (358, 264, 492, 283)
article-paragraph: It is hardly possible to over-estimate the importance of shell texture. First, because it is a protective covering; secondly, it controls the passage of water-vapour and gases of vital importance to the developing embryo; thirdly, the shell plays some part in building up the skeleton of the chick, and, finally, shell texture may be an inherited character. There are, therefore, very good reasons for using only those eggs having strong, smooth shells. A thin-shelled egg will either fail to hatch or produce a weakly chicken, and in any event no poultrykeeper should ever breed from a hen which does not lay a well-shelled egg. Other defects in shell sufficient serious to justify rejection are hair cracks and mottling. The former can be detected by lightly tapping the egg with a pencil. A cracked shell gives a characteristic dull sound, quite distinct from that of one undamaged. Mottling can be readily seen with the aid of a candling lamp. According to several investigators, this peculiar appearance is due to an uneven distribution of moisture in the shell. It is said that these eggs behave normally when stored, but they do not hatch well. (1403, 629, 1646, 970)
article-paragraph: A letter was received enclosing details of the estimates submitted by the Auckland and South Canterbury Associations to the Commissioner of Transport, on which the Safety First subsidy is being claimed. The information was forwarded as a guide to Associations should they desire to take advantage of the offer of the Minister. It was decided to appoint a committee representative of each town to consider the matter and report to the next meeting of the Association. Messrs McLaren, Martinborough; Lawson, Featherston; Roydhouse, Carterton; Bunny, Greytown; and Hubbard, Masterton, were appointed to the committee. (27, 1169, 282, 1353)
column-rule (1654, 50, 1655, 1932)
